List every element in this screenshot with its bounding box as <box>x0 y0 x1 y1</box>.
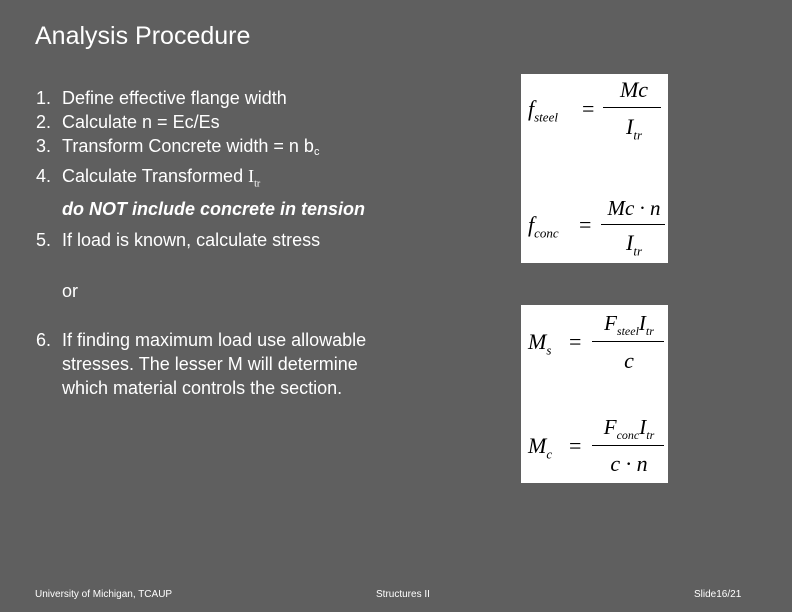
step-text: If load is known, calculate stress <box>62 230 321 250</box>
footer-course: Structures II <box>376 589 430 600</box>
step-text: Calculate n = Ec/Es <box>62 112 220 132</box>
f-steel-denominator: $I_{tr}$ <box>626 114 642 143</box>
f-steel-numerator: Mc <box>619 77 649 102</box>
m-c-lhs: $M_c$ <box>528 433 553 462</box>
f-steel-lhs: $f_{steel}$ <box>528 96 558 125</box>
m-s-lhs: $M_s$ <box>528 329 552 358</box>
footer-slide-number: Slide16/21 <box>694 589 742 600</box>
equals-sign: = <box>582 96 595 121</box>
f-conc-lhs: $f_{conc}$ <box>528 212 559 241</box>
or-text: or <box>62 281 79 301</box>
equals-sign: = <box>579 212 592 237</box>
step-subscript: c <box>313 146 320 158</box>
list-item <box>36 230 320 251</box>
step-number: 6. <box>36 330 52 350</box>
inertia-symbol: $I_{tr}$ <box>248 166 261 190</box>
m-s-denominator: c <box>624 348 634 373</box>
step-text: Transform Concrete width = n b <box>62 136 314 156</box>
f-conc-denominator: $I_{tr}$ <box>626 230 642 259</box>
step-number: 3. <box>36 136 52 156</box>
fraction-bar <box>592 445 664 446</box>
fraction-bar <box>601 224 665 225</box>
step-text: stresses. The lesser M will determine <box>62 354 358 374</box>
f-conc-numerator: Mc · n <box>607 196 661 220</box>
step-number: 4. <box>36 166 52 186</box>
slide-title: Analysis Procedure <box>35 22 251 50</box>
m-c-denominator: c · n <box>610 451 648 476</box>
step-text: which material controls the section. <box>62 378 343 398</box>
step-number: 2. <box>36 112 52 132</box>
list-item <box>36 164 365 197</box>
step-text: Define effective flange width <box>62 88 287 108</box>
fraction-bar <box>603 107 661 108</box>
fraction-bar <box>592 341 664 342</box>
list-item <box>36 110 365 134</box>
stress-equations-box <box>521 74 668 263</box>
tension-note: do NOT include concrete in tension <box>62 198 366 219</box>
footer-university: University of Michigan, TCAUP <box>35 589 173 600</box>
procedure-list <box>36 86 365 221</box>
step-number: 5. <box>36 230 52 250</box>
moment-equations-box <box>521 305 668 483</box>
step-text: Calculate Transformed <box>62 166 244 186</box>
step-text: If finding maximum load use allowable <box>62 330 367 350</box>
equals-sign: = <box>569 329 582 354</box>
list-item <box>36 86 365 110</box>
list-item <box>36 328 366 400</box>
equals-sign: = <box>569 433 582 458</box>
m-c-numerator: $F_{conc}I_{tr}$ <box>603 415 655 443</box>
step-number: 1. <box>36 88 52 108</box>
m-s-numerator: $F_{steel}I_{tr}$ <box>604 311 654 339</box>
list-item <box>36 134 365 164</box>
